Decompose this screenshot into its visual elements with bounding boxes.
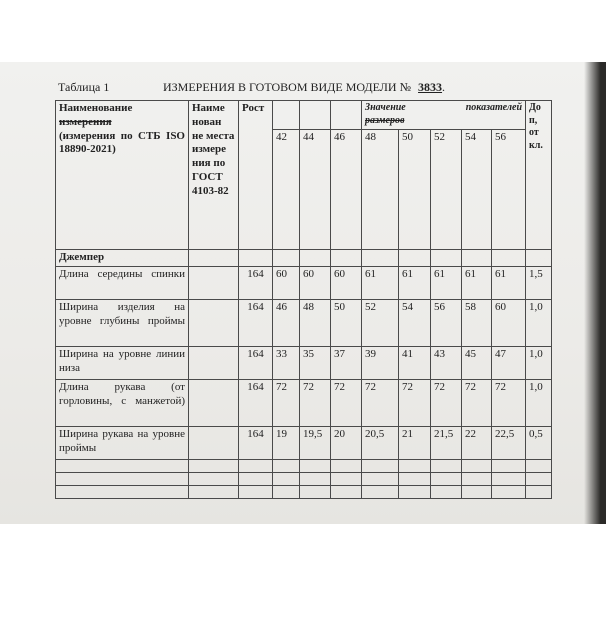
empty-cell [56,459,189,472]
row-value: 22,5 [492,426,526,459]
empty-cell [492,459,526,472]
model-number: 3833 [418,80,443,94]
header-values-line2: размеров [365,114,405,126]
empty-cell [239,459,273,472]
table-row [56,266,552,299]
empty-row [56,472,552,485]
empty-row [56,485,552,498]
table-row [56,346,552,379]
empty-cell [239,472,273,485]
row-value: 33 [273,346,300,379]
empty-cell [399,472,431,485]
row-place [189,426,239,459]
empty-cell [189,485,239,498]
row-value: 72 [331,379,362,426]
row-value: 21,5 [431,426,462,459]
row-value: 72 [431,379,462,426]
header-name-line3: (измерения по СТБ ISO 18890-2021) [59,129,185,156]
row-value: 39 [362,346,399,379]
empty-cell [492,250,526,267]
row-value: 22 [462,426,492,459]
header-name-line2: измерения [59,115,112,128]
empty-cell [462,250,492,267]
row-place [189,299,239,346]
row-value: 72 [462,379,492,426]
row-tolerance: 1,5 [526,266,552,299]
document-photo [0,62,606,524]
row-value: 60 [273,266,300,299]
table-heading [58,80,578,95]
row-value: 41 [399,346,431,379]
empty-cell [239,250,273,267]
header-blank-1 [273,101,300,130]
empty-cell [331,485,362,498]
empty-cell [331,459,362,472]
empty-cell [273,472,300,485]
section-title: Джемпер [56,250,189,267]
table-row [56,299,552,346]
empty-cell [526,472,552,485]
row-value: 72 [273,379,300,426]
row-name: Длина середины спинки [56,266,189,299]
row-value: 61 [431,266,462,299]
row-value: 58 [462,299,492,346]
row-value: 60 [492,299,526,346]
row-name: Ширина изделия на уровне глубины проймы [56,299,189,346]
header-row [56,101,552,130]
row-height: 164 [239,379,273,426]
empty-row [56,459,552,472]
row-tolerance: 1,0 [526,379,552,426]
header-name-line1: Наименование [59,102,133,114]
row-value: 61 [462,266,492,299]
row-value: 43 [431,346,462,379]
empty-cell [431,250,462,267]
row-value: 60 [331,266,362,299]
section-row [56,250,552,267]
row-value: 19,5 [300,426,331,459]
row-value: 72 [362,379,399,426]
empty-cell [462,472,492,485]
photo-edge-shadow [584,62,606,524]
table-row [56,426,552,459]
empty-cell [492,472,526,485]
empty-cell [362,485,399,498]
size-cell: 52 [431,130,462,250]
empty-cell [362,250,399,267]
row-value: 56 [431,299,462,346]
empty-cell [239,485,273,498]
empty-cell [399,459,431,472]
empty-cell [189,459,239,472]
header-blank-2 [300,101,331,130]
row-value: 61 [492,266,526,299]
size-cell: 50 [399,130,431,250]
empty-cell [273,250,300,267]
row-value: 60 [300,266,331,299]
empty-cell [362,472,399,485]
empty-cell [462,485,492,498]
row-tolerance: 1,0 [526,346,552,379]
row-value: 47 [492,346,526,379]
empty-cell [526,250,552,267]
header-blank-3 [331,101,362,130]
empty-cell [300,485,331,498]
row-height: 164 [239,346,273,379]
table-row [56,379,552,426]
heading-dot: . [442,80,446,94]
row-place [189,346,239,379]
row-name: Ширина на уровне линии низа [56,346,189,379]
empty-cell [492,485,526,498]
empty-cell [189,472,239,485]
header-values-cell [362,101,526,130]
empty-cell [526,459,552,472]
empty-cell [273,459,300,472]
empty-cell [331,250,362,267]
row-value: 72 [492,379,526,426]
empty-cell [462,459,492,472]
empty-cell [189,250,239,267]
row-name: Ширина рукава на уровне проймы [56,426,189,459]
empty-cell [431,485,462,498]
size-cell: 48 [362,130,399,250]
row-value: 61 [399,266,431,299]
row-value: 61 [362,266,399,299]
row-value: 20,5 [362,426,399,459]
row-value: 37 [331,346,362,379]
size-cell: 46 [331,130,362,250]
row-value: 21 [399,426,431,459]
row-name: Длина рукава (от горловины, с манжетой) [56,379,189,426]
size-cell: 42 [273,130,300,250]
empty-cell [431,472,462,485]
row-height: 164 [239,426,273,459]
empty-cell [399,485,431,498]
row-value: 20 [331,426,362,459]
size-cell: 56 [492,130,526,250]
empty-cell [431,459,462,472]
empty-cell [300,459,331,472]
row-tolerance: 0,5 [526,426,552,459]
row-height: 164 [239,299,273,346]
empty-cell [399,250,431,267]
table-label: Таблица 1 [58,80,110,94]
row-value: 48 [300,299,331,346]
row-value: 46 [273,299,300,346]
measurements-table [55,100,552,499]
row-tolerance: 1,0 [526,299,552,346]
header-name-cell [56,101,189,250]
size-cell: 54 [462,130,492,250]
empty-cell [56,485,189,498]
row-value: 72 [399,379,431,426]
header-height-cell: Рост [239,101,273,250]
header-place-cell: Наиме нован не места измере ния по ГОСТ 4103-82 [189,101,239,250]
size-cell: 44 [300,130,331,250]
row-value: 19 [273,426,300,459]
header-values-left: Значение [365,102,406,113]
empty-cell [273,485,300,498]
row-value: 35 [300,346,331,379]
row-height: 164 [239,266,273,299]
row-value: 50 [331,299,362,346]
row-place [189,266,239,299]
empty-cell [362,459,399,472]
empty-cell [331,472,362,485]
row-value: 52 [362,299,399,346]
empty-cell [300,472,331,485]
row-value: 45 [462,346,492,379]
row-place [189,379,239,426]
row-value: 54 [399,299,431,346]
row-value: 72 [300,379,331,426]
empty-cell [56,472,189,485]
table-title: ИЗМЕРЕНИЯ В ГОТОВОМ ВИДЕ МОДЕЛИ № [163,80,412,94]
empty-cell [300,250,331,267]
header-values-right: показателей [465,102,522,113]
header-tolerance-cell: До п, от кл. [526,101,552,250]
empty-cell [526,485,552,498]
